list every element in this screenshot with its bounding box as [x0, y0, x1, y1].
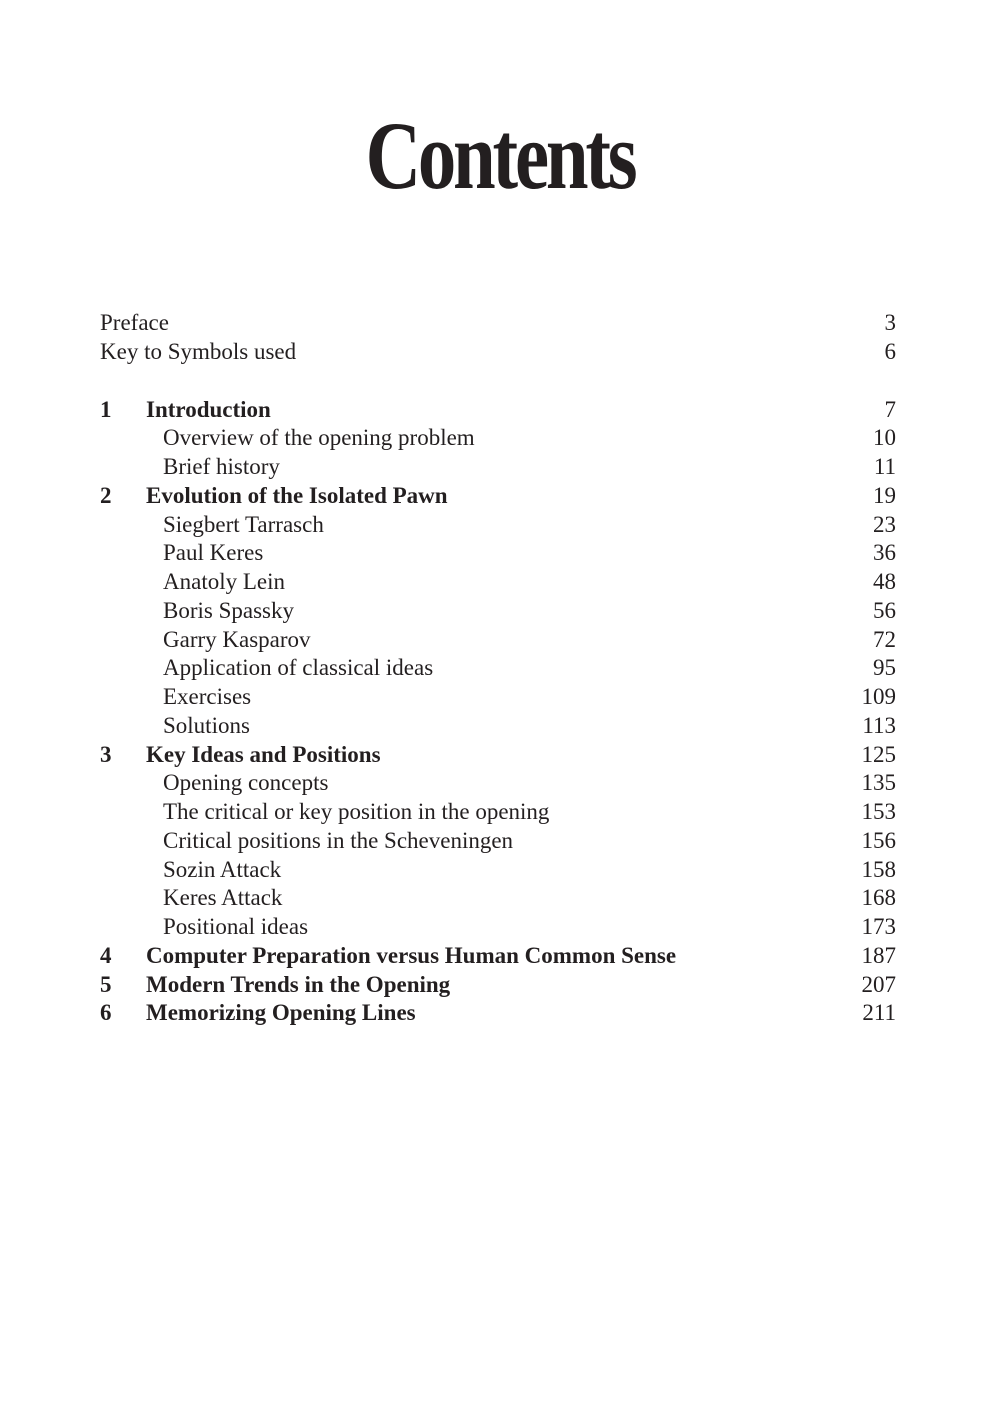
section-title: Solutions [163, 712, 250, 738]
chapter-title: Memorizing Opening Lines [146, 1000, 416, 1026]
toc-page-number: 3 [884, 310, 896, 335]
toc-entry-chapter [100, 482, 896, 511]
toc-page-number: 158 [861, 856, 896, 882]
section-title: Overview of the opening problem [163, 425, 475, 451]
toc-entry-section [100, 539, 896, 568]
chapter-title: Modern Trends in the Opening [146, 971, 451, 997]
chapter-number: 5 [100, 971, 112, 997]
toc-page-number: 36 [873, 540, 896, 566]
chapter-title: Key Ideas and Positions [146, 741, 381, 767]
toc-entry-chapter [100, 999, 896, 1028]
toc-page-number: 187 [861, 942, 896, 968]
section-title: Critical positions in the Scheveningen [163, 827, 514, 853]
toc-page-number: 135 [861, 770, 896, 796]
toc-page-number: 11 [873, 454, 896, 479]
chapter-number: 2 [100, 482, 112, 508]
toc-entry-section [100, 683, 896, 712]
chapter-number: 3 [100, 741, 112, 767]
toc-entry-section [100, 453, 896, 482]
toc-page-number: 6 [884, 338, 896, 364]
toc-entry-section [100, 884, 896, 913]
toc-entry-front-matter [100, 338, 896, 367]
toc-entry-section [100, 654, 896, 683]
toc-entry-section [100, 856, 896, 885]
toc-page-number: 7 [884, 396, 896, 422]
section-title: Brief history [163, 454, 280, 479]
section-title: Boris Spassky [163, 597, 294, 623]
toc-page-number: 207 [861, 971, 896, 997]
chapter-title: Evolution of the Isolated Pawn [146, 482, 448, 508]
chapter-number: 4 [100, 942, 112, 968]
toc-page-number: 125 [861, 741, 896, 767]
toc-page-number: 19 [873, 482, 896, 508]
toc-entry-section [100, 712, 896, 741]
toc-entry-section [100, 626, 896, 655]
toc-page-number: 23 [873, 511, 896, 537]
toc-page-number: 156 [861, 827, 896, 853]
section-title: Anatoly Lein [163, 569, 285, 594]
toc-entry-section [100, 424, 896, 453]
toc-page-number: 113 [862, 712, 896, 738]
toc-entry-section [100, 827, 896, 856]
toc-entry-section [100, 769, 896, 798]
toc-page-number: 109 [861, 684, 896, 709]
toc-entry-section [100, 798, 896, 827]
toc-page-number: 211 [862, 1000, 896, 1026]
chapter-number: 6 [100, 1000, 112, 1026]
toc-entry-section [100, 913, 896, 942]
section-title: Siegbert Tarrasch [163, 511, 324, 537]
section-title: Positional ideas [163, 914, 309, 939]
toc-entry-chapter [100, 942, 896, 971]
toc-page-number: 10 [873, 425, 896, 451]
toc-entry-section [100, 597, 896, 626]
table-of-contents [100, 309, 896, 1028]
section-title: Garry Kasparov [163, 626, 311, 652]
toc-entry-front-matter [100, 309, 896, 338]
toc-entry-label: Preface [100, 310, 169, 335]
chapter-title: Introduction [146, 396, 271, 422]
section-title: Application of classical ideas [163, 655, 434, 681]
page-title: Contents [365, 102, 635, 209]
section-title: Exercises [163, 684, 252, 709]
toc-entry-chapter [100, 741, 896, 770]
toc-page-number: 95 [873, 655, 896, 681]
toc-page-number: 173 [861, 914, 896, 939]
chapter-title: Computer Preparation versus Human Common Sense [146, 942, 677, 968]
toc-page-number: 168 [861, 885, 896, 911]
section-title: Sozin Attack [163, 856, 282, 882]
section-title: Paul Keres [163, 540, 264, 566]
toc-entry-chapter [100, 396, 896, 425]
section-title: Keres Attack [163, 885, 283, 911]
toc-page-number: 56 [873, 597, 896, 623]
chapter-number: 1 [100, 396, 112, 422]
toc-entry-section [100, 568, 896, 597]
toc-entry-label: Key to Symbols used [100, 338, 297, 364]
toc-page-number: 48 [873, 569, 896, 594]
section-title: The critical or key position in the opening [163, 799, 550, 824]
toc-entry-section [100, 511, 896, 540]
section-title: Opening concepts [163, 770, 329, 796]
toc-page-number: 72 [873, 626, 896, 652]
toc-page-number: 153 [861, 799, 896, 824]
toc-entry-chapter [100, 971, 896, 1000]
